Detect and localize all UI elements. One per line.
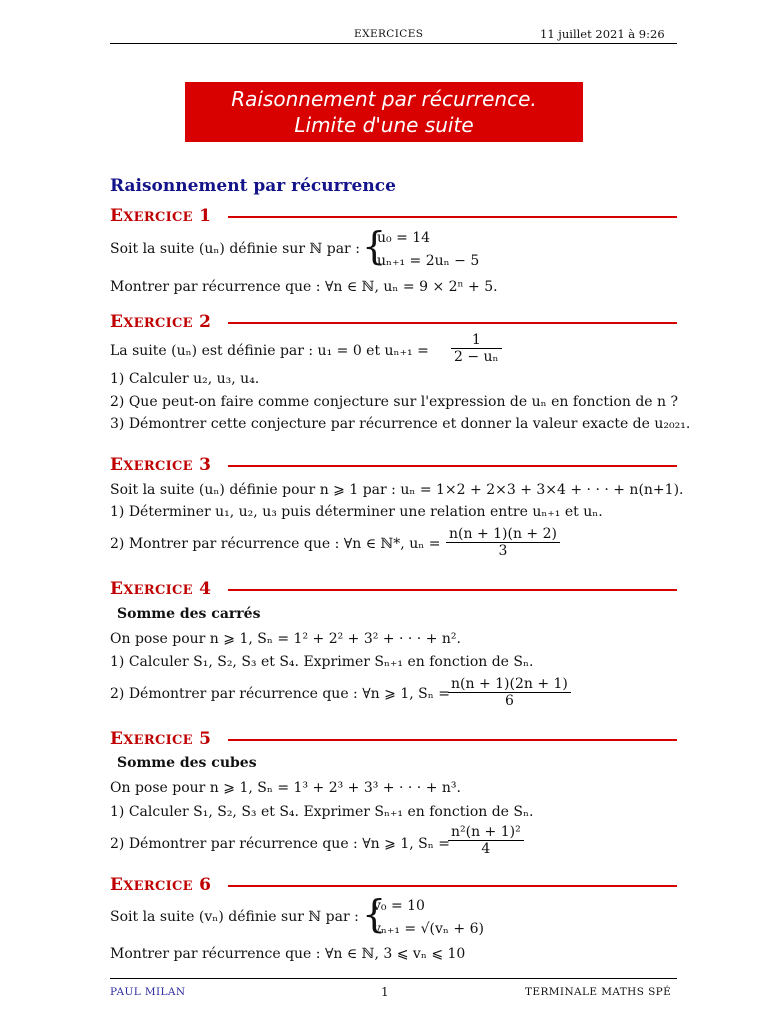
exercise-6-question: Montrer par récurrence que : ∀n ∈ ℕ, 3 ⩽ vₙ ⩽ 10 (110, 946, 466, 962)
exercise-5-heading: EXERCICE 5 (110, 729, 212, 749)
exercise-5-item-1: 1) Calculer S₁, S₂, S₃ et S₄. Exprimer Sₙ₊₁ en fonction de Sₙ. (110, 804, 534, 820)
exercise-4-item-1: 1) Calculer S₁, S₂, S₃ et S₄. Exprimer Sₙ₊₁ en fonction de Sₙ. (110, 654, 534, 670)
footer-rule (110, 978, 677, 979)
exercise-2-item-3: 3) Démontrer cette conjecture par récurrence et donner la valeur exacte de u₂₀₂₁. (110, 416, 691, 432)
exercise-3-frac-den: 3 (446, 542, 560, 559)
exercise-1-rule (228, 216, 677, 218)
footer-author: PAUL MILAN (110, 986, 186, 998)
exercise-5-item-2: 2) Démontrer par récurrence que : ∀n ⩾ 1, Sₙ = (110, 836, 450, 852)
exercise-2-frac-num: 1 (471, 332, 481, 348)
exercise-5-subtitle: Somme des cubes (117, 755, 257, 771)
footer-page-number: 1 (381, 985, 389, 999)
exercise-4-subtitle: Somme des carrés (117, 606, 261, 622)
header-center: EXERCICES (354, 28, 424, 40)
exercise-2-item-1: 1) Calculer u₂, u₃, u₄. (110, 371, 260, 387)
exercise-2-frac-den: 2 − uₙ (451, 348, 502, 365)
header-rule (110, 43, 677, 44)
exercise-2-heading: EXERCICE 2 (110, 312, 212, 332)
exercise-6-system-2: vₙ₊₁ = √(vₙ + 6) (373, 921, 484, 937)
exercise-6-rule (228, 885, 677, 887)
title-line-2: Limite d'une suite (294, 113, 474, 137)
exercise-4-heading: EXERCICE 4 (110, 579, 212, 599)
exercise-1-intro: Soit la suite (uₙ) définie sur ℕ par : (110, 241, 360, 257)
exercise-3-heading: EXERCICE 3 (110, 455, 212, 475)
exercise-2-item-2: 2) Que peut-on faire comme conjecture sur l'expression de uₙ en fonction de n ? (110, 394, 679, 410)
exercise-4-frac-den: 6 (448, 692, 571, 709)
exercise-6-brace: { (362, 892, 387, 936)
exercise-4-rule (228, 589, 677, 591)
exercise-6-heading: EXERCICE 6 (110, 875, 212, 895)
exercise-3-rule (228, 465, 677, 467)
exercise-3-item-1: 1) Déterminer u₁, u₂, u₃ puis déterminer une relation entre uₙ₊₁ et uₙ. (110, 504, 603, 520)
exercise-5-rule (228, 739, 677, 741)
exercise-5-intro: On pose pour n ⩾ 1, Sₙ = 1³ + 2³ + 3³ + · · · + n³. (110, 780, 461, 796)
title-line-1: Raisonnement par récurrence. (231, 87, 537, 111)
exercise-1-system-1: u₀ = 14 (377, 230, 431, 246)
exercise-1-system-2: uₙ₊₁ = 2uₙ − 5 (377, 253, 480, 269)
exercise-3-item-2: 2) Montrer par récurrence que : ∀n ∈ ℕ*, uₙ = (110, 536, 441, 552)
exercise-4-fraction (448, 676, 571, 709)
exercise-6-system-1: v₀ = 10 (373, 898, 425, 914)
exercise-3-intro: Soit la suite (uₙ) définie pour n ⩾ 1 par : uₙ = 1×2 + 2×3 + 3×4 + · · · + n(n+1). (110, 482, 684, 498)
exercise-3-fraction (446, 526, 560, 559)
exercise-1-heading: EXERCICE 1 (110, 206, 212, 226)
exercise-1-brace: { (362, 224, 387, 268)
exercise-2-rule (228, 322, 677, 324)
exercise-6-intro: Soit la suite (vₙ) définie sur ℕ par : (110, 909, 359, 925)
exercise-1-question: Montrer par récurrence que : ∀n ∈ ℕ, uₙ = 9 × 2ⁿ + 5. (110, 279, 498, 295)
exercise-2-fraction (451, 332, 502, 365)
exercise-5-frac-den: 4 (448, 840, 524, 857)
exercise-3-frac-num: n(n + 1)(n + 2) (449, 526, 557, 542)
header-date: 11 juillet 2021 à 9:26 (540, 27, 665, 41)
exercise-5-fraction (448, 824, 524, 857)
exercise-4-intro: On pose pour n ⩾ 1, Sₙ = 1² + 2² + 3² + · · · + n². (110, 631, 461, 647)
title-box (185, 82, 583, 142)
exercise-4-item-2: 2) Démontrer par récurrence que : ∀n ⩾ 1, Sₙ = (110, 686, 450, 702)
section-title: Raisonnement par récurrence (110, 176, 396, 196)
exercise-5-frac-num: n²(n + 1)² (451, 824, 521, 840)
exercise-2-intro: La suite (uₙ) est définie par : u₁ = 0 et uₙ₊₁ = (110, 343, 429, 359)
exercise-4-frac-num: n(n + 1)(2n + 1) (451, 676, 568, 692)
footer-course: TERMINALE MATHS SPÉ (525, 986, 672, 998)
